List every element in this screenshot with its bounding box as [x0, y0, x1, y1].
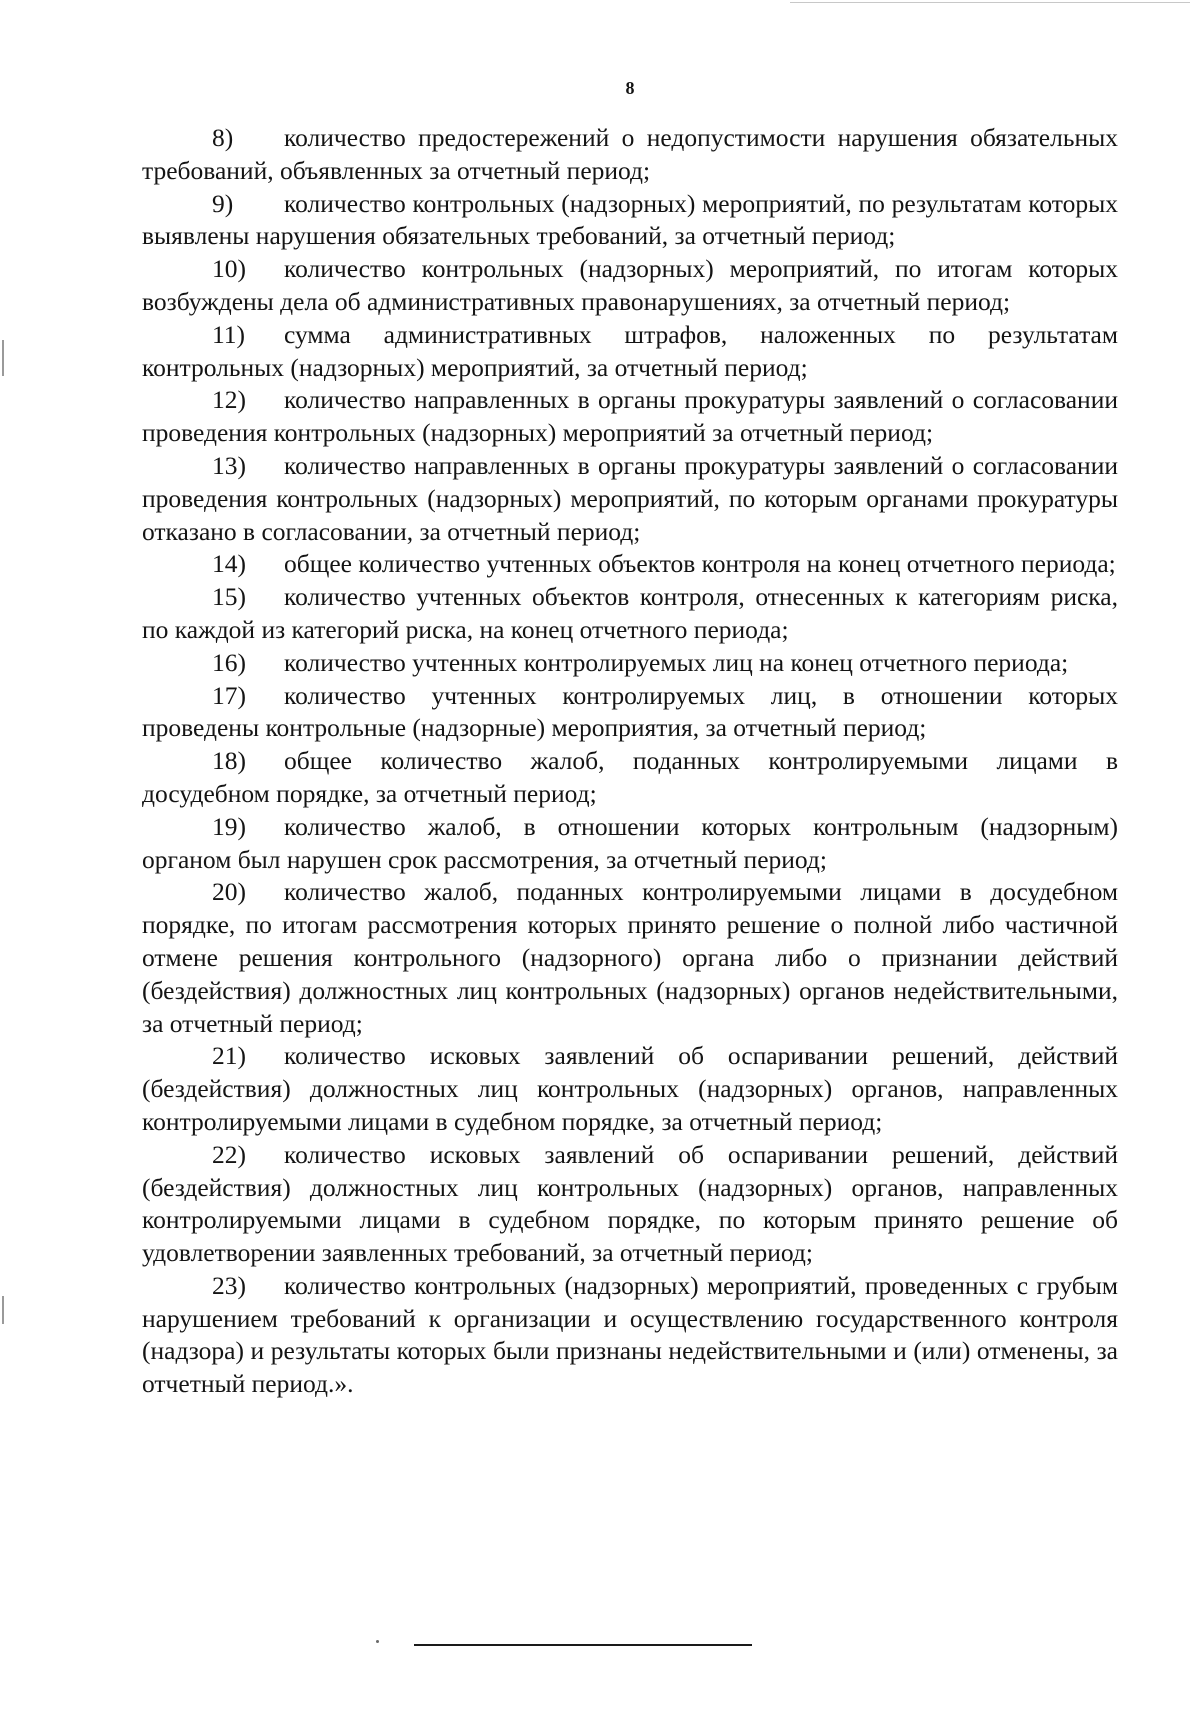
list-item: [142, 188, 1118, 254]
item-text: количество учтенных объектов контроля, отнесенных к категориям риска, по каждой из категорий риска, на конец отчетного периода;: [142, 582, 1118, 644]
page-number: 8: [625, 78, 635, 98]
item-number: 15): [212, 582, 246, 612]
scan-edge-line: [790, 2, 1190, 3]
item-text: количество направленных в органы прокуратуры заявлений о согласовании проведения контрольных (надзорных) мероприятий, по которым органами прокуратуры отказано в согласовании, за отчетный период;: [142, 450, 1118, 546]
item-number: 14): [212, 549, 246, 579]
item-number: 9): [212, 188, 234, 218]
list-item: [142, 876, 1118, 1040]
item-text: количество исковых заявлений об оспаривании решений, действий (бездействия) должностных лиц контрольных (надзорных) органов, направленных контролируемыми лицами в судебном порядке, за отчетный период;: [142, 1041, 1118, 1136]
list-item: [142, 1270, 1118, 1401]
item-text: общее количество жалоб, поданных контролируемыми лицами в досудебном порядке, за отчетный период;: [142, 746, 1118, 808]
item-text: количество учтенных контролируемых лиц, в отношении которых проведены контрольные (надзорные) мероприятия, за отчетный период;: [142, 680, 1118, 743]
item-number: 10): [212, 254, 246, 284]
list-item: [142, 384, 1118, 450]
item-number: 11): [212, 319, 246, 349]
list-item: [142, 122, 1118, 188]
item-number: 17): [212, 680, 246, 710]
list-item: [142, 1139, 1118, 1270]
item-text: количество жалоб, в отношении которых контрольным (надзорным) органом был нарушен срок рассмотрения, за отчетный период;: [142, 811, 1118, 874]
item-text: количество направленных в органы прокуратуры заявлений о согласовании проведения контрольных (надзорных) мероприятий за отчетный период;: [142, 385, 1118, 448]
item-number: 21): [212, 1041, 246, 1071]
scan-speck: [376, 1640, 379, 1643]
item-number: 18): [212, 746, 246, 776]
item-number: 22): [212, 1139, 246, 1169]
scan-margin-mark: [2, 340, 4, 376]
document-body: [142, 122, 1118, 1401]
list-item: [142, 1040, 1118, 1138]
list-item: [142, 811, 1118, 877]
item-text: количество контрольных (надзорных) мероприятий, по результатам которых выявлены нарушения обязательных требований, за отчетный период;: [142, 188, 1118, 251]
item-number: 19): [212, 811, 246, 841]
item-text: общее количество учтенных объектов контроля на конец отчетного периода;: [284, 549, 1116, 579]
item-text: количество исковых заявлений об оспаривании решений, действий (бездействия) должностных лиц контрольных (надзорных) органов, направленных контролируемыми лицами в судебном порядке, по которым принято решение об удовлетворении заявленных требований, за отчетный период;: [142, 1139, 1118, 1268]
list-item: [142, 319, 1118, 385]
list-item: [142, 253, 1118, 319]
item-number: 23): [212, 1270, 246, 1300]
scan-margin-mark: [2, 1296, 4, 1324]
list-item: [142, 581, 1118, 647]
list-item: [142, 680, 1118, 746]
list-item: [142, 647, 1118, 680]
item-number: 13): [212, 450, 246, 480]
list-item: [142, 745, 1118, 811]
item-text: количество учтенных контролируемых лиц на конец отчетного периода;: [284, 647, 1069, 677]
closing-rule: [414, 1644, 752, 1646]
item-number: 12): [212, 385, 246, 415]
item-text: сумма административных штрафов, наложенных по результатам контрольных (надзорных) мероприятий, за отчетный период;: [142, 319, 1118, 382]
list-item: [142, 548, 1118, 581]
item-text: количество предостережений о недопустимости нарушения обязательных требований, объявленных за отчетный период;: [142, 123, 1118, 185]
item-text: количество контрольных (надзорных) мероприятий, по итогам которых возбуждены дела об административных правонарушениях, за отчетный период;: [142, 254, 1118, 316]
item-number: 16): [212, 647, 246, 677]
list-item: [142, 450, 1118, 548]
item-text: количество жалоб, поданных контролируемыми лицами в досудебном порядке, по итогам рассмотрения которых принято решение о полной либо частичной отмене решения контрольного (надзорного) органа либо о признании действий (бездействия) должностных лиц контрольных (надзорных) органов недействительными, за отчетный период;: [142, 877, 1118, 1038]
item-text: количество контрольных (надзорных) мероприятий, проведенных с грубым нарушением требований к организации и осуществлению государственного контроля (надзора) и результаты которых были признаны недействительными и (или) отменены, за отчетный период.».: [142, 1270, 1118, 1399]
item-number: 20): [212, 877, 246, 907]
item-number: 8): [212, 123, 234, 152]
